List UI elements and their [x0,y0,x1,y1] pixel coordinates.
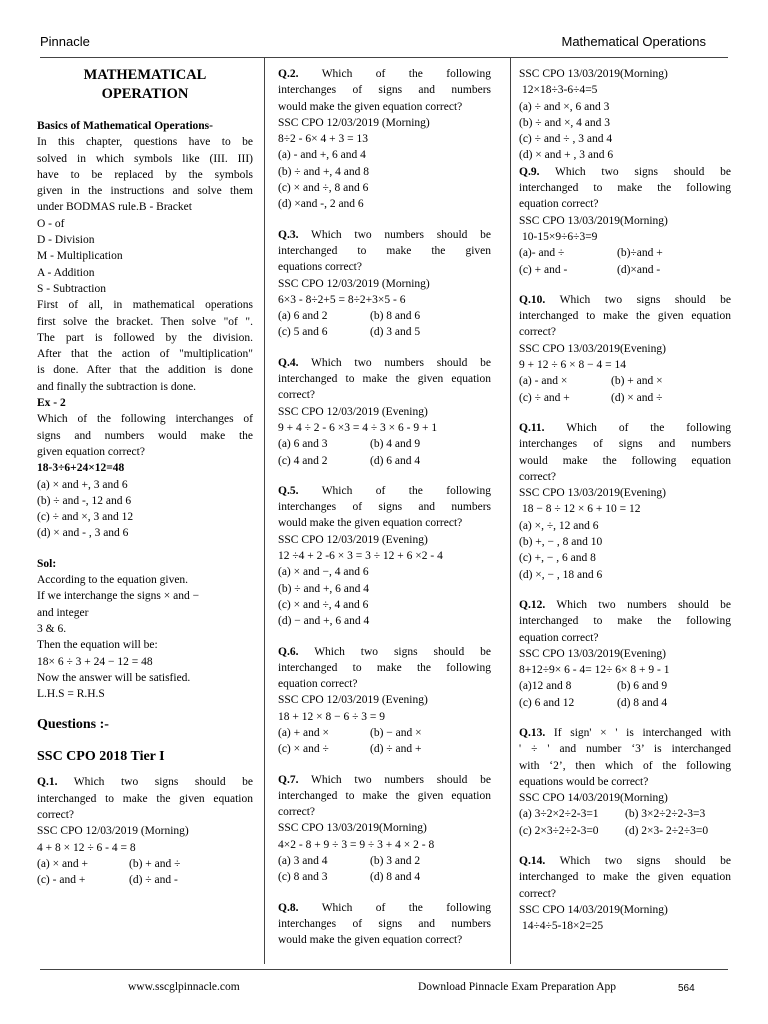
option: (b) 3×2÷2÷2-3=3 [625,808,706,821]
question-source: SSC CPO 12/03/2019 (Evening) [278,694,428,707]
question-number: Q.2. [278,68,299,80]
question-text: interchanges of signs and numbers [278,917,491,930]
option: (a)- and ÷ [519,247,565,260]
list-item: D - Division [37,234,95,247]
question-text: Which of the following [321,901,491,914]
option: (b) ÷ and +, 4 and 8 [278,165,370,178]
question-source: SSC CPO 14/03/2019(Morning) [519,792,668,805]
solution-line: Then the equation will be: [37,639,158,652]
footer-download-text: Download Pinnacle Exam Preparation App [418,981,617,993]
question-text: interchanged to make the following [278,661,491,674]
option: (b) ÷ and +, 6 and 4 [278,582,370,595]
option: (c) 4 and 2 [278,454,328,467]
question-number: Q.11. [519,421,545,434]
list-item: A - Addition [37,266,95,279]
body-text: and finally the subtraction is done. [37,380,197,393]
question-source: SSC CPO 13/03/2019(Evening) [519,647,666,660]
option: (c) 2×3÷2÷2-3=0 [519,824,599,837]
question-number: Q.10. [519,293,546,306]
question-text: interchanged to make the given equation [278,789,491,802]
question-text: Which of the following [566,421,731,434]
question-text: correct? [278,389,316,402]
solution-title: Sol: [37,557,57,570]
section-heading: Basics of Mathematical Operations- [37,120,213,132]
column-1 [37,66,253,888]
question-number: Q.6. [278,645,299,658]
column-divider [264,58,265,964]
question-number: Q.8. [278,901,299,914]
question-text: Which two signs should be [559,855,732,868]
option: (b) − and × [370,726,422,739]
option: (c) × and ÷, 4 and 6 [278,598,369,611]
question-equation: 4×2 - 8 + 9 ÷ 3 = 9 ÷ 3 + 4 × 2 - 8 [278,838,435,851]
option: (d) 8 and 4 [370,871,421,884]
solution-line: 3 & 6. [37,622,67,635]
option: (a) ÷ and ×, 6 and 3 [519,100,610,113]
question-equation: 6×3 - 8÷2+5 = 8÷2+3×5 - 6 [278,293,406,306]
header-right: Mathematical Operations [561,34,706,49]
option: (a) - and × [519,375,568,388]
question-equation: 9 + 4 ÷ 2 - 6 ×3 = 4 ÷ 3 × 6 - 9 + 1 [278,421,438,434]
solution-line: According to the equation given. [37,574,189,587]
question-number: Q.1. [37,776,58,789]
option: (a)12 and 8 [519,680,572,693]
option: (d)×and - [617,263,661,276]
page-title: MATHEMATICAL [83,67,207,83]
body-text: solved in which symbols like (III. III) [37,152,253,165]
option: (d) × and - , 3 and 6 [37,527,129,540]
question-text: Which two signs should be [314,645,491,658]
question-text: Which two numbers should be [311,356,491,369]
question-equation: 18 − 8 ÷ 12 × 6 + 10 = 12 [522,503,641,516]
question-number: Q.4. [278,356,299,369]
question-text: interchanged to make the given [278,244,491,257]
question-equation: 8+12÷9× 6 - 4= 12÷ 6× 8 + 9 - 1 [519,664,670,677]
option: (a) × and + [37,857,88,870]
question-source: SSC CPO 13/03/2019(Morning) [278,822,427,835]
body-text: under BODMAS rule.B - Bracket [37,201,192,214]
option: (b) 3 and 2 [370,855,421,868]
option: (b) ÷ and ×, 4 and 3 [519,116,611,129]
question-source: SSC CPO 13/03/2019(Evening) [519,487,666,500]
question-text: If sign' × ' is interchanged with [553,726,732,739]
option: (d) ×and -, 2 and 6 [278,198,364,211]
question-text: interchanged to make the following [519,182,731,195]
question-equation: 10-15×9÷6÷3=9 [522,230,598,243]
page-number: 564 [678,983,695,994]
option: (d) 3 and 5 [370,326,421,339]
question-equation: 18 + 12 × 8 − 6 ÷ 3 = 9 [278,710,386,723]
option: (a) - and +, 6 and 4 [278,149,366,162]
question-number: Q.9. [519,165,540,178]
question-text: would make the following equation [519,454,731,467]
option: (a) 6 and 2 [278,310,328,323]
question-text: Which two numbers should be [311,228,491,241]
question-text: interchanges of signs and numbers [278,84,491,97]
question-text: equation correct? [519,198,599,211]
option: (d) ×, − , 18 and 6 [519,568,603,581]
question-text: correct? [519,470,557,483]
question-number: Q.13. [519,726,546,739]
question-source: SSC CPO 13/03/2019(Morning) [519,214,668,227]
solution-line: and integer [37,606,89,619]
list-item: O - of [37,217,65,230]
body-text: given equation correct? [37,445,145,458]
option: (b) 6 and 9 [617,680,668,693]
option: (d) ÷ and - [129,874,178,887]
question-source: SSC CPO 12/03/2019 (Morning) [278,116,430,129]
question-text: interchanges of signs and numbers [519,438,731,451]
option: (c) + and - [519,263,568,276]
question-source: SSC CPO 12/03/2019 (Evening) [278,533,428,546]
question-text: correct? [278,806,316,819]
question-source: SSC CPO 12/03/2019 (Morning) [278,277,430,290]
body-text: first solve the bracket. Then solve "of ". [37,315,253,328]
question-number: Q.7. [278,773,299,786]
solution-line: 18× 6 ÷ 3 + 24 − 12 = 48 [37,655,153,668]
option: (a) 6 and 3 [278,438,328,451]
question-text: interchanged to make the given equation [37,792,253,805]
option: (b) +, − , 8 and 10 [519,536,603,549]
exam-heading: SSC CPO 2018 Tier I [37,749,165,765]
question-text: equation correct? [519,631,599,644]
question-number: Q.12. [519,598,546,611]
question-text: Which two signs should be [559,293,732,306]
body-text: First of all, in mathematical operations [37,299,253,312]
question-text: equations correct? [278,261,362,274]
option: (b) 8 and 6 [370,310,421,323]
body-text: given in the instructions and solve them [37,185,253,198]
question-text: correct? [519,887,557,900]
question-equation: 8÷2 - 6× 4 + 3 = 13 [278,133,368,146]
example-title: Ex - 2 [37,397,66,410]
body-text: have to be replaced by the symbols [37,168,253,181]
question-text: equations would be correct? [519,775,649,788]
footer-website-link[interactable]: www.sscglpinnacle.com [128,981,240,993]
option: (a) × and −, 4 and 6 [278,566,369,579]
option: (b) + and × [611,375,663,388]
solution-line: If we interchange the signs × and − [37,590,200,603]
question-text: Which two signs should be [73,776,253,789]
example-equation: 18-3÷6+24×12=48 [37,462,125,475]
question-source: SSC CPO 14/03/2019(Morning) [519,903,668,916]
question-source: SSC CPO 12/03/2019 (Morning) [37,825,189,838]
option: (c) 5 and 6 [278,326,328,339]
solution-line: L.H.S = R.H.S [37,688,105,701]
question-text: interchanges of signs and numbers [278,501,491,514]
option: (d) ÷ and + [370,743,422,756]
question-text: Which two numbers should be [311,773,491,786]
body-text: In this chapter, questions have to be [37,136,253,149]
footer-rule [40,969,728,970]
list-item: S - Subtraction [37,282,106,295]
body-text: Which of the following interchanges of [37,413,253,426]
questions-heading: Questions :- [37,717,109,733]
solution-line: Now the answer will be satisfied. [37,671,191,684]
option: (d) − and +, 6 and 4 [278,615,370,628]
option: (b) + and ÷ [129,857,181,870]
question-text: correct? [37,808,75,821]
option: (c) +, − , 6 and 8 [519,552,596,565]
page-title: OPERATION [101,86,189,102]
header-rule [40,57,728,58]
option: (d) 6 and 4 [370,454,421,467]
question-equation: 14÷4÷5-18×2=25 [522,920,604,933]
option: (a) ×, ÷, 12 and 6 [519,519,599,532]
option: (a) 3 and 4 [278,855,328,868]
body-text: The part is followed by the division. [37,331,253,344]
option: (a) + and × [278,726,329,739]
option: (d) × and ÷ [611,391,663,404]
option: (a) × and +, 3 and 6 [37,478,128,491]
column-3 [519,66,731,935]
option: (c) × and ÷ [278,743,329,756]
body-text: is done. After that the addition is done [37,364,253,377]
question-text: interchanged to make the given equation [519,310,731,323]
question-equation: 12 ÷4 + 2 -6 × 3 = 3 ÷ 12 + 6 ×2 - 4 [278,550,443,563]
question-text: correct? [519,326,557,339]
question-text: would make the given equation correct? [278,100,463,113]
question-text: would make the given equation correct? [278,517,463,530]
question-text: interchanged to make the given equation [278,373,491,386]
option: (c) ÷ and ÷ , 3 and 4 [519,133,613,146]
body-text: signs and numbers would make the [37,429,253,442]
option: (d) 8 and 4 [617,696,668,709]
column-divider [510,58,511,964]
question-equation: 12×18÷3-6÷4=5 [522,84,598,97]
option: (c) 6 and 12 [519,696,575,709]
question-number: Q.14. [519,855,546,868]
question-source: SSC CPO 12/03/2019 (Evening) [278,405,428,418]
question-text: Which of the following [321,484,491,497]
question-text: Which of the following [321,68,491,80]
option: (c) - and + [37,874,86,887]
option: (c) ÷ and + [519,391,570,404]
header-left: Pinnacle [40,34,90,49]
question-number: Q.5. [278,484,299,497]
body-text: After that the action of "multiplication" [37,348,253,361]
option: (b) 4 and 9 [370,438,421,451]
option: (d) × and + , 3 and 6 [519,149,614,162]
option: (b)÷and + [617,247,663,260]
column-2 [278,66,491,949]
option: (c) 8 and 3 [278,871,328,884]
question-text: with ‘2’, then which of the following [519,759,731,772]
question-equation: 9 + 12 ÷ 6 × 8 − 4 = 14 [519,359,627,372]
option: (d) 2×3- 2÷2÷3=0 [625,824,709,837]
question-equation: 4 + 8 × 12 ÷ 6 - 4 = 8 [37,841,136,854]
question-text: interchanged to make the following [519,615,731,628]
option: (a) 3÷2×2÷2-3=1 [519,808,599,821]
question-text: interchanged to make the given equation [519,871,731,884]
question-text: Which two signs should be [554,165,731,178]
question-number: Q.3. [278,228,299,241]
question-text: equation correct? [278,678,358,691]
option: (b) ÷ and -, 12 and 6 [37,494,132,507]
question-source: SSC CPO 13/03/2019(Evening) [519,342,666,355]
question-source: SSC CPO 13/03/2019(Morning) [519,68,668,80]
option: (c) ÷ and ×, 3 and 12 [37,511,134,524]
option: (c) × and ÷, 8 and 6 [278,182,369,195]
question-text: would make the given equation correct? [278,934,463,947]
list-item: M - Multiplication [37,250,123,263]
question-text: ' ÷ ' and number ‘3’ is interchanged [519,743,731,756]
question-text: Which two numbers should be [556,598,731,611]
